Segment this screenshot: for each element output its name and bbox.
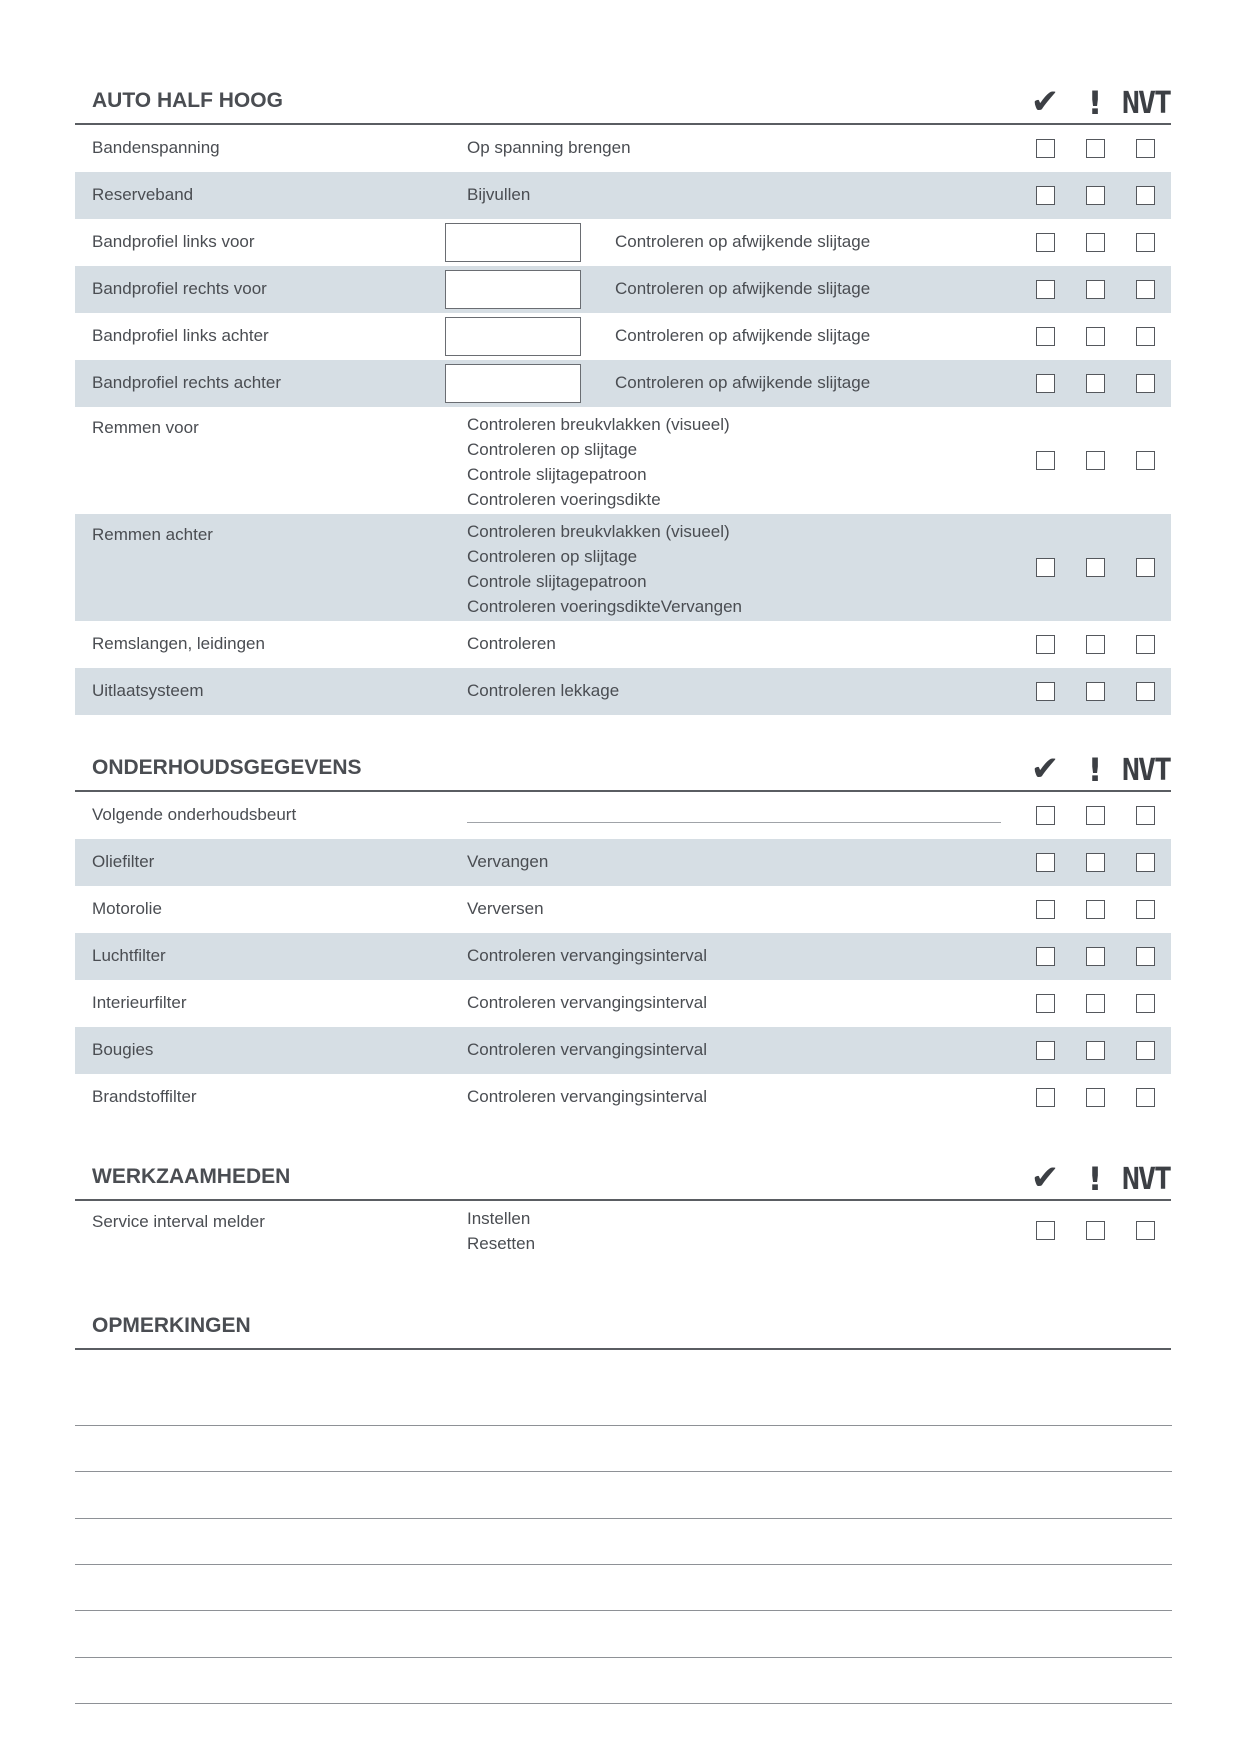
warning-checkbox[interactable] [1086, 900, 1105, 919]
row-label: Remslangen, leidingen [92, 634, 265, 653]
nvt-checkbox[interactable] [1136, 853, 1155, 872]
nvt-checkbox[interactable] [1136, 635, 1155, 654]
warning-checkbox[interactable] [1086, 682, 1105, 701]
section-header [75, 1300, 1171, 1350]
ok-checkbox[interactable] [1036, 1221, 1055, 1240]
nvt-checkbox[interactable] [1136, 233, 1155, 252]
action-line: Controleren breukvlakken (visueel) [467, 415, 730, 434]
nvt-checkbox[interactable] [1136, 994, 1155, 1013]
action-line: Controleren op slijtage [467, 547, 638, 566]
checklist-row [75, 668, 1171, 715]
warning-checkbox[interactable] [1086, 994, 1105, 1013]
ok-checkbox[interactable] [1036, 806, 1055, 825]
checklist-row [75, 266, 1171, 313]
checklist-row [75, 219, 1171, 266]
row-label: Oliefilter [92, 852, 155, 871]
ok-checkbox[interactable] [1036, 947, 1055, 966]
action-line: Controle slijtagepatroon [467, 465, 647, 484]
nvt-column-header: NVT [1121, 753, 1171, 788]
row-label: Bougies [92, 1040, 154, 1059]
checklist-row [75, 886, 1171, 933]
row-action: Controleren op afwijkende slijtage [615, 373, 871, 392]
row-label: Bandprofiel rechts voor [92, 279, 267, 298]
nvt-checkbox[interactable] [1136, 139, 1155, 158]
warning-checkbox[interactable] [1086, 280, 1105, 299]
warning-checkbox[interactable] [1086, 451, 1105, 470]
row-label: Luchtfilter [92, 946, 166, 965]
ok-checkbox[interactable] [1036, 900, 1055, 919]
ok-checkbox[interactable] [1036, 186, 1055, 205]
remarks-line[interactable] [75, 1703, 1172, 1704]
checklist-row [75, 1201, 1171, 1263]
action-line: Controleren breukvlakken (visueel) [467, 522, 730, 541]
checklist-row [75, 313, 1171, 360]
warning-checkbox[interactable] [1086, 558, 1105, 577]
warning-checkbox[interactable] [1086, 1221, 1105, 1240]
row-label: Interieurfilter [92, 993, 187, 1012]
section-title: OPMERKINGEN [92, 1314, 251, 1337]
ok-checkbox[interactable] [1036, 853, 1055, 872]
ok-checkbox[interactable] [1036, 1088, 1055, 1107]
ok-checkbox[interactable] [1036, 451, 1055, 470]
nvt-column-header: NVT [1121, 86, 1171, 121]
warning-checkbox[interactable] [1086, 233, 1105, 252]
row-label: Remmen voor [92, 418, 199, 437]
row-label: Remmen achter [92, 525, 213, 544]
nvt-checkbox[interactable] [1136, 374, 1155, 393]
section-title: AUTO HALF HOOG [92, 89, 283, 112]
ok-checkbox[interactable] [1036, 327, 1055, 346]
date-write-in-line[interactable] [467, 822, 1001, 823]
ok-checkbox[interactable] [1036, 374, 1055, 393]
nvt-checkbox[interactable] [1136, 947, 1155, 966]
row-action-list [467, 1206, 535, 1256]
nvt-checkbox[interactable] [1136, 280, 1155, 299]
warning-checkbox[interactable] [1086, 947, 1105, 966]
action-line: Resetten [467, 1234, 536, 1253]
tread-depth-input[interactable] [445, 270, 581, 309]
nvt-checkbox[interactable] [1136, 806, 1155, 825]
row-action-list [467, 412, 730, 512]
row-label: Brandstoffilter [92, 1087, 197, 1106]
warning-checkbox[interactable] [1086, 635, 1105, 654]
warning-checkbox[interactable] [1086, 1041, 1105, 1060]
row-action: Controleren vervangingsinterval [467, 1040, 708, 1059]
row-action: Controleren [467, 634, 556, 653]
section-title: ONDERHOUDSGEGEVENS [92, 756, 362, 779]
warning-checkbox[interactable] [1086, 806, 1105, 825]
row-label: Bandprofiel links voor [92, 232, 255, 251]
checkmark-icon: ✔ [1030, 1159, 1060, 1197]
row-action: Controleren op afwijkende slijtage [615, 232, 871, 251]
row-label: Service interval melder [92, 1212, 265, 1231]
nvt-checkbox[interactable] [1136, 900, 1155, 919]
warning-checkbox[interactable] [1086, 374, 1105, 393]
remarks-line[interactable] [75, 1657, 1172, 1658]
ok-checkbox[interactable] [1036, 682, 1055, 701]
tread-depth-input[interactable] [445, 223, 581, 262]
remarks-line[interactable] [75, 1610, 1172, 1611]
section-opmerkingen [75, 1300, 1171, 1350]
warning-checkbox[interactable] [1086, 853, 1105, 872]
action-line: Controleren op slijtage [467, 440, 638, 459]
remarks-line[interactable] [75, 1471, 1172, 1472]
tread-depth-input[interactable] [445, 364, 581, 403]
nvt-checkbox[interactable] [1136, 682, 1155, 701]
section-onderhoudsgegevens [75, 742, 1171, 1121]
warning-column-header: ! [1087, 751, 1103, 789]
row-label: Motorolie [92, 899, 162, 918]
ok-checkbox[interactable] [1036, 635, 1055, 654]
checklist-row [75, 792, 1171, 839]
nvt-column-header: NVT [1121, 1162, 1171, 1197]
row-action: Op spanning brengen [467, 138, 631, 157]
ok-checkbox[interactable] [1036, 994, 1055, 1013]
row-action-list [467, 519, 742, 619]
row-label: Bandenspanning [92, 138, 220, 157]
ok-checkbox[interactable] [1036, 1041, 1055, 1060]
ok-checkbox[interactable] [1036, 558, 1055, 577]
ok-checkbox[interactable] [1036, 139, 1055, 158]
nvt-checkbox[interactable] [1136, 186, 1155, 205]
row-action: Controleren vervangingsinterval [467, 993, 708, 1012]
section-header [75, 1151, 1171, 1201]
row-action: Verversen [467, 899, 544, 918]
tread-depth-input[interactable] [445, 317, 581, 356]
action-line: Controle slijtagepatroon [467, 572, 647, 591]
row-label: Bandprofiel rechts achter [92, 373, 281, 392]
nvt-checkbox[interactable] [1136, 558, 1155, 577]
checklist-row [75, 407, 1171, 514]
nvt-checkbox[interactable] [1136, 1221, 1155, 1240]
checklist-row [75, 980, 1171, 1027]
action-line: Instellen [467, 1209, 531, 1228]
warning-checkbox[interactable] [1086, 139, 1105, 158]
row-action: Controleren vervangingsinterval [467, 1087, 708, 1106]
checklist-row [75, 933, 1171, 980]
nvt-checkbox[interactable] [1136, 451, 1155, 470]
action-line: Controleren voeringsdikteVervangen [467, 597, 743, 616]
remarks-line[interactable] [75, 1564, 1172, 1565]
nvt-checkbox[interactable] [1136, 1088, 1155, 1107]
checklist-row [75, 125, 1171, 172]
warning-checkbox[interactable] [1086, 1088, 1105, 1107]
section-auto-half-hoog [75, 75, 1171, 715]
checklist-row [75, 172, 1171, 219]
checkmark-icon: ✔ [1030, 750, 1060, 788]
warning-checkbox[interactable] [1086, 186, 1105, 205]
row-action: Controleren op afwijkende slijtage [615, 326, 871, 345]
section-werkzaamheden [75, 1151, 1171, 1263]
section-header [75, 75, 1171, 125]
row-label: Reserveband [92, 185, 194, 204]
checkmark-icon: ✔ [1030, 83, 1060, 121]
nvt-checkbox[interactable] [1136, 1041, 1155, 1060]
warning-column-header: ! [1087, 1160, 1103, 1198]
remarks-line[interactable] [75, 1425, 1172, 1426]
row-label: Volgende onderhoudsbeurt [92, 805, 297, 824]
ok-checkbox[interactable] [1036, 233, 1055, 252]
row-label: Bandprofiel links achter [92, 326, 269, 345]
row-action: Controleren vervangingsinterval [467, 946, 708, 965]
nvt-checkbox[interactable] [1136, 327, 1155, 346]
warning-column-header: ! [1087, 84, 1103, 122]
warning-checkbox[interactable] [1086, 327, 1105, 346]
action-line: Controleren voeringsdikte [467, 490, 661, 509]
checklist-row [75, 621, 1171, 668]
checklist-row [75, 1074, 1171, 1121]
remarks-line[interactable] [75, 1518, 1172, 1519]
section-title: WERKZAAMHEDEN [92, 1165, 291, 1188]
checklist-row [75, 360, 1171, 407]
checklist-row [75, 839, 1171, 886]
section-header [75, 742, 1171, 792]
row-label: Uitlaatsysteem [92, 681, 204, 700]
row-action: Controleren lekkage [467, 681, 620, 700]
row-action: Controleren op afwijkende slijtage [615, 279, 871, 298]
ok-checkbox[interactable] [1036, 280, 1055, 299]
row-action: Vervangen [467, 852, 549, 871]
row-action: Bijvullen [467, 185, 531, 204]
checklist-row [75, 1027, 1171, 1074]
checklist-row [75, 514, 1171, 621]
